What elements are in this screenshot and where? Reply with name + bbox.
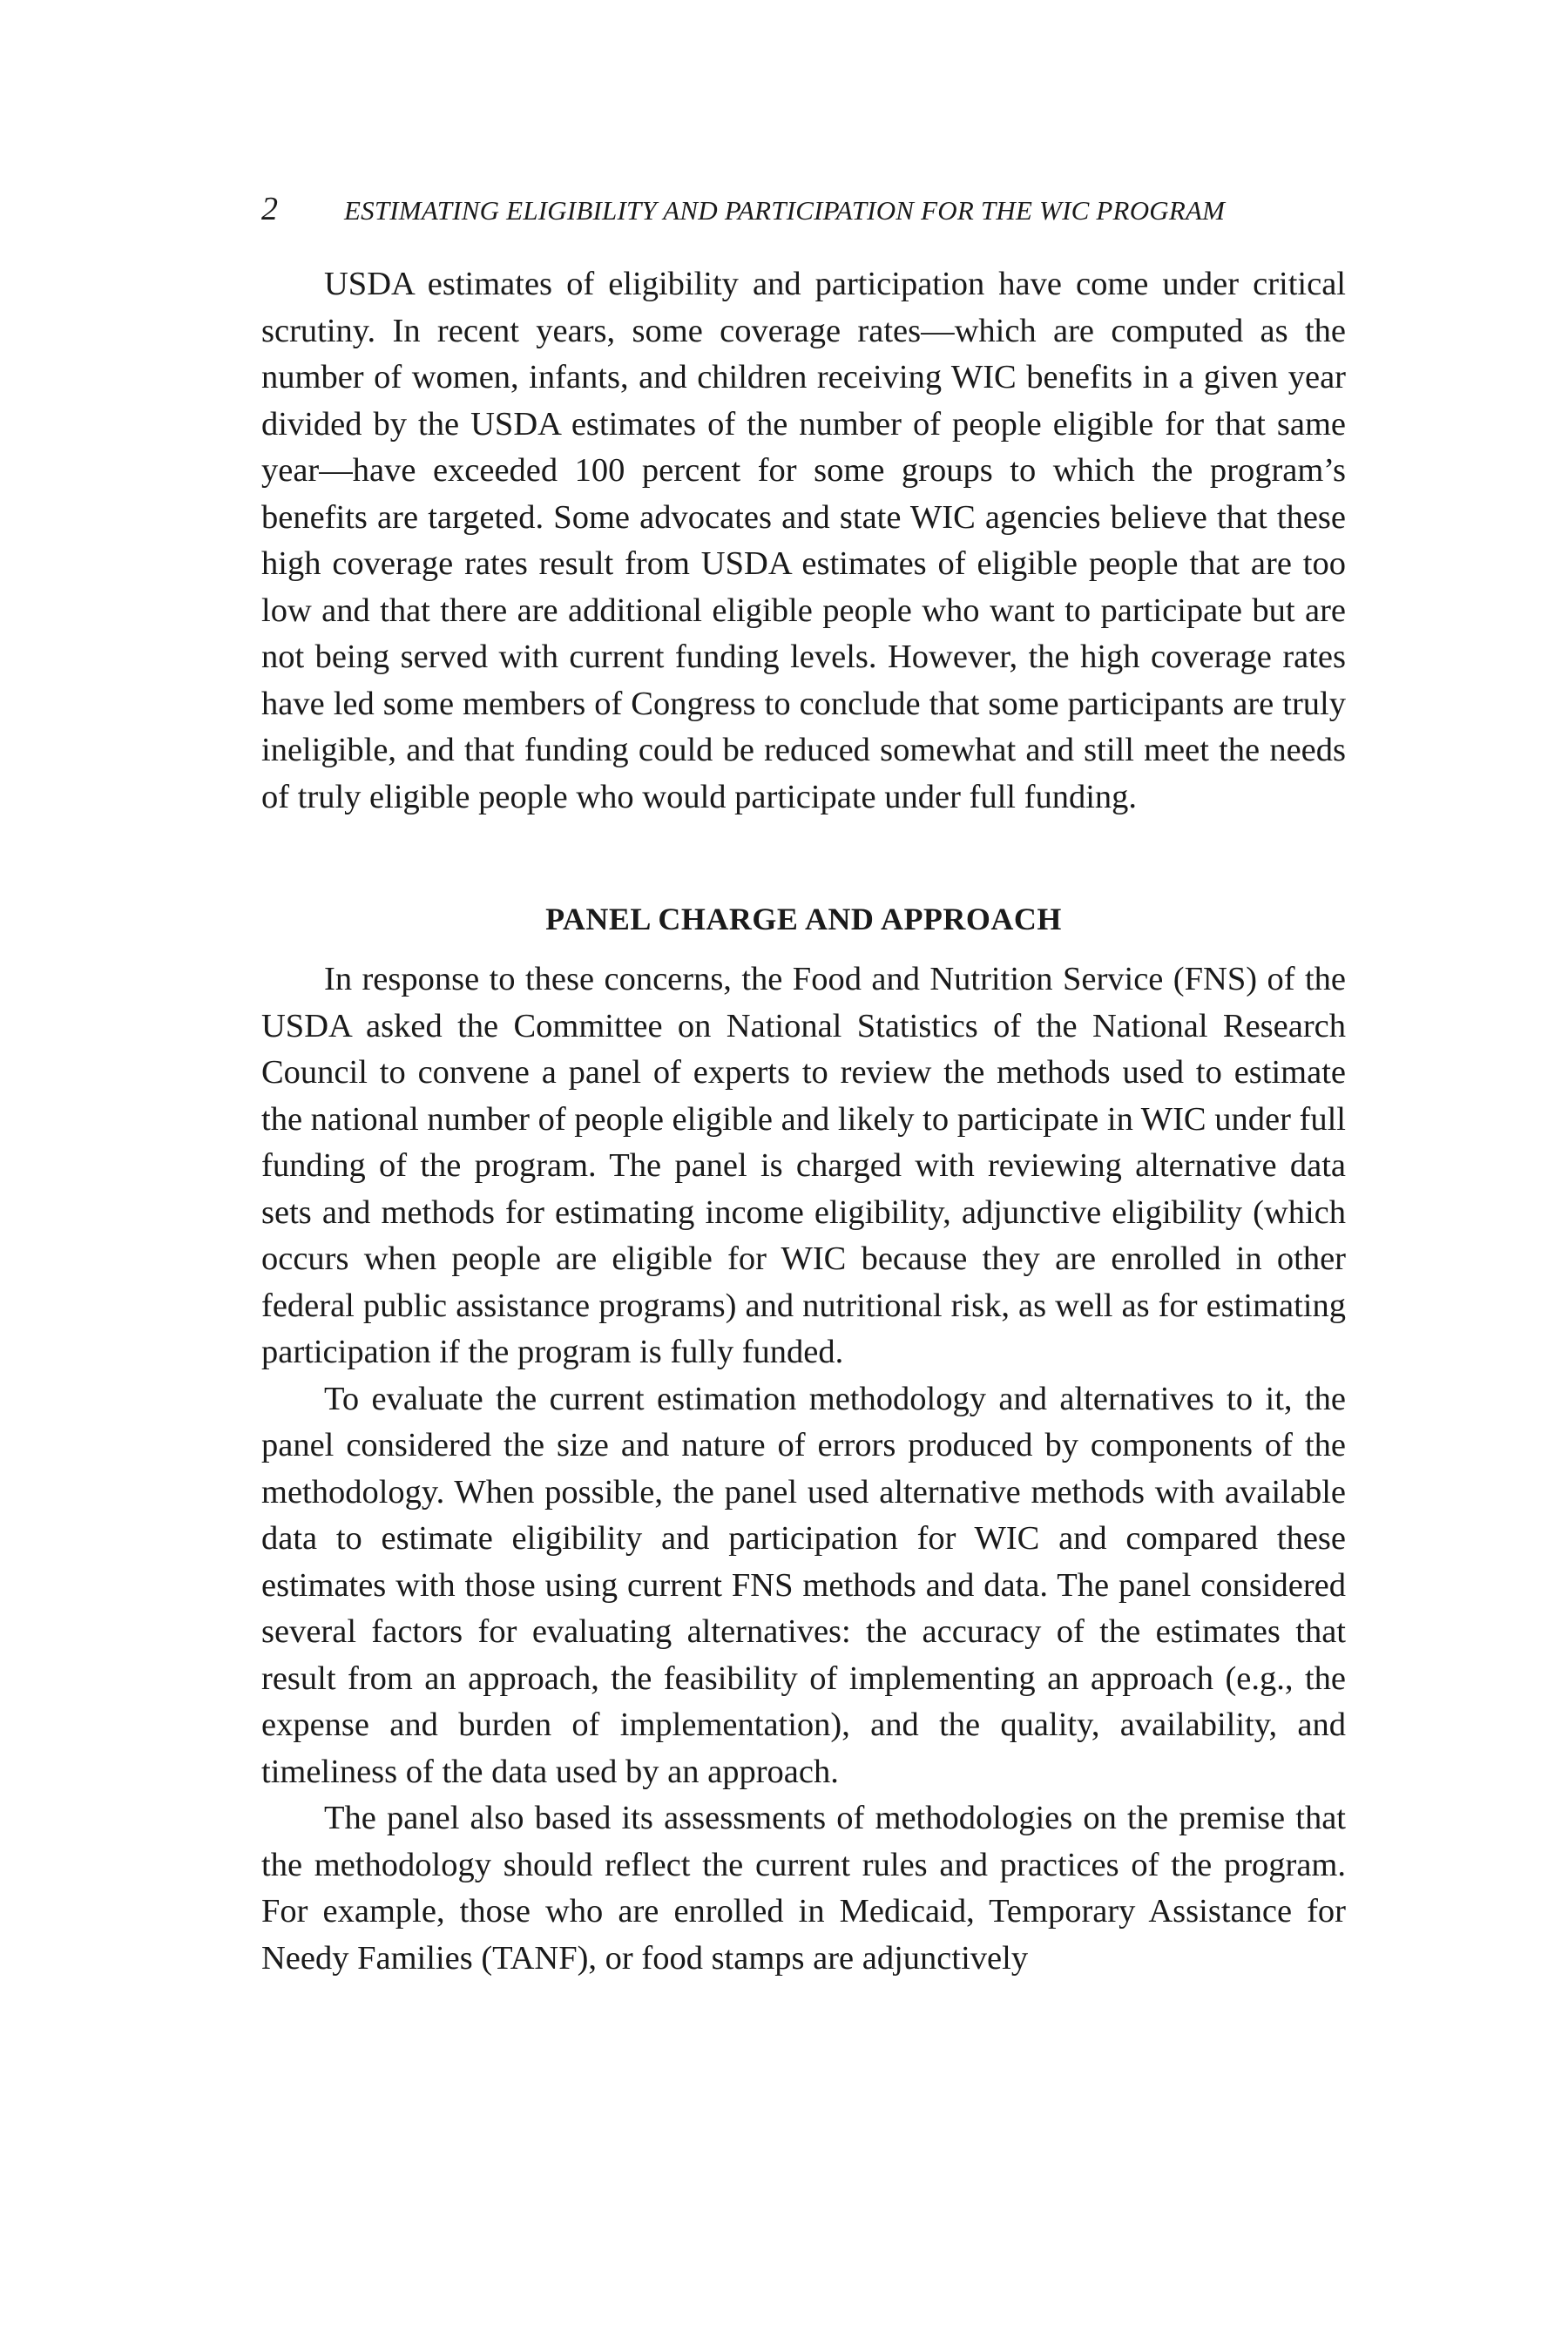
paragraph-panel-charge: In response to these concerns, the Food and Nutrition Service (FNS) of the USDA asked the Committee on National Statistics of the National Research Council to convene a panel of experts to review the methods used to estimate the national number of people eligible and likely to participate in WIC under full funding of the program. The panel is charged with reviewing alternative data sets and methods for estimating income eligibility, adjunctive eligibility (which occurs when people are eligible for WIC because they are enrolled in other federal public assistance programs) and nutritional risk, as well as for estimating participation if the program is fully funded. — [261, 961, 1346, 1370]
paragraph-evaluation: To evaluate the current estimation methodology and alternatives to it, the panel considered the size and nature of errors produced by components of the methodology. When possible, the panel used alternative methods with available data to estimate eligibility and participation for WIC and compared these estimates with those using current FNS methods and data. The panel considered several factors for evaluating alternatives: the accuracy of the estimates that result from an approach, the feasibility of implementing an approach (e.g., the expense and burden of implementation), and the quality, availability, and timeliness of the data used by an approach. — [261, 1380, 1346, 1790]
running-head-title: ESTIMATING ELIGIBILITY AND PARTICIPATION FOR THE WIC PROGRAM — [344, 195, 1226, 226]
section-heading: PANEL CHARGE AND APPROACH — [545, 902, 1062, 936]
running-head — [261, 187, 1346, 231]
paragraph-premise: The panel also based its assessments of methodologies on the premise that the methodology should reflect the current rules and practices of the program. For example, those who are enrolled in Medicaid, Temporary Assistance for Needy Families (TANF), or food stamps are adjunctively — [261, 1800, 1346, 1977]
page-number: 2 — [261, 191, 279, 227]
main-text — [261, 261, 1346, 1982]
paragraph-coverage-rates: USDA estimates of eligibility and participation have come under critical scrutiny. In recent years, some coverage rates—which are computed as the number of women, infants, and children receiving WIC benefits in a given year divided by the USDA estimates of the number of people eligible for that same year—have exceeded 100 percent for some groups to which the program’s benefits are targeted. Some advocates and state WIC agencies believe that these high coverage rates result from USDA estimates of eligible people that are too low and that there are additional eligible people who want to participate but are not being served with current funding levels. However, the high coverage rates have led some members of Congress to conclude that some participants are truly ineligible, and that funding could be reduced somewhat and still meet the needs of truly eligible people who would participate under full funding. — [261, 266, 1346, 815]
